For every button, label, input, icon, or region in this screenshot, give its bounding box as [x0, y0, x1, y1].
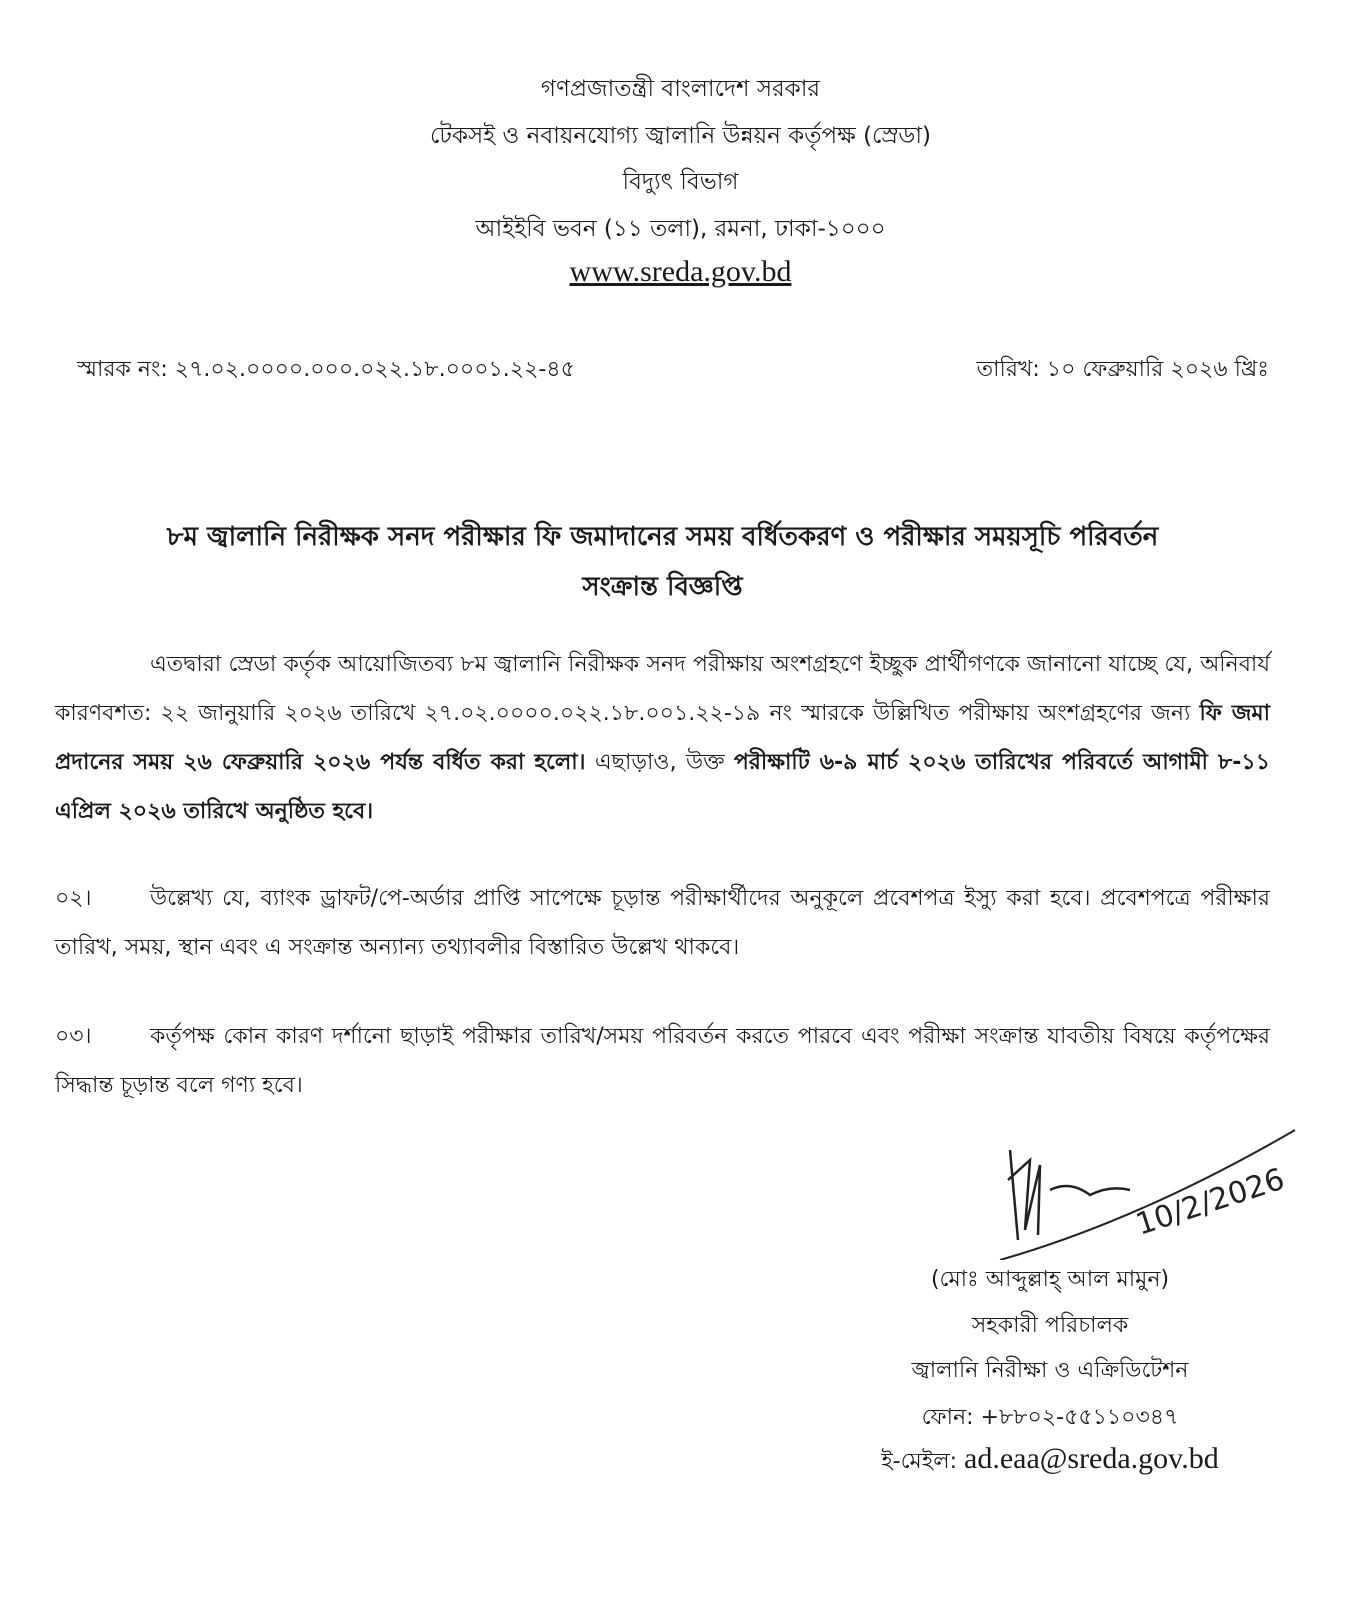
email-label: ই-মেইল: — [881, 1449, 964, 1474]
signature-date: 10/2/2026 — [1131, 1161, 1289, 1243]
p2-number: ০২। — [55, 886, 92, 911]
p3-text: কর্তৃপক্ষ কোন কারণ দর্শানো ছাড়াই পরীক্ষার তারিখ/সময় পরিবর্তন করতে পারবে এবং পরীক্ষা সংক্রান্ত যাবতীয় বিষয়ে কর্তৃপক্ষের সিদ্ধান্ত চূড়ান্ত বলে গণ্য হবে। — [55, 1024, 1270, 1098]
p3-number: ০৩। — [55, 1024, 92, 1049]
address: আইইবি ভবন (১১ তলা), রমনা, ঢাকা-১০০০ — [475, 216, 886, 242]
title-line-2: সংক্রান্ত বিজ্ঞপ্তি — [582, 572, 743, 602]
website-link[interactable]: www.sreda.gov.bd — [569, 255, 792, 288]
p1-text-2: এছাড়াও, উক্ত — [585, 750, 734, 775]
p1-text: এতদ্বারা স্রেডা কর্তৃক আয়োজিতব্য ৮ম জ্বালানি নিরীক্ষক সনদ পরীক্ষায় অংশগ্রহণে ইচ্ছুক প্রার্থীগণকে জানানো যাচ্ছে যে, অনিবার্য কারণবশত: ২২ জানুয়ারি ২০২৬ তারিখে ২৭.০২.০০০০.০২২.১৮.০০১.২২-১৯ নং স্মারকে উল্লিখিত পরীক্ষায় অংশগ্রহণের জন্য — [55, 652, 1270, 726]
signatory-email — [820, 1442, 1280, 1481]
division-name: বিদ্যুৎ বিভাগ — [622, 169, 739, 195]
p1-bold-fee-deadline: ফি জমা প্রদানের সময় ২৬ ফেব্রুয়ারি ২০২৬ পর্যন্ত বর্ধিত করা হলো। — [55, 701, 1270, 775]
government-name: গণপ্রজাতন্ত্রী বাংলাদেশ সরকার — [540, 76, 821, 102]
signatory-name: (মোঃ আব্দুল্লাহ্ আল মামুন) — [930, 1267, 1170, 1292]
notice-title — [55, 512, 1270, 612]
email-link[interactable]: ad.eaa@sreda.gov.bd — [964, 1442, 1219, 1475]
memo-reference: স্মারক নং: ২৭.০২.০০০০.০০০.০২২.১৮.০০০১.২২-৪৫ — [77, 357, 575, 382]
authority-name: টেকসই ও নবায়নযোগ্য জ্বালানি উন্নয়ন কর্তৃপক্ষ (স্রেডা) — [430, 123, 931, 149]
signatory-designation: সহকারী পরিচালক — [971, 1313, 1129, 1338]
signatory-department: জ্বালানি নিরীক্ষা ও এক্রিডিটেশন — [911, 1358, 1189, 1383]
handwritten-signature — [990, 1120, 1310, 1260]
title-line-1: ৮ম জ্বালানি নিরীক্ষক সনদ পরীক্ষার ফি জমাদানের সময় বর্ধিতকরণ ও পরীক্ষার সময়সূচি পরিবর্তন — [166, 522, 1159, 552]
p2-text: উল্লেখ্য যে, ব্যাংক ড্রাফট/পে-অর্ডার প্রাপ্তি সাপেক্ষে চূড়ান্ত পরীক্ষার্থীদের অনুকূলে প্রবেশপত্র ইস্যু করা হবে। প্রবেশপত্রে পরীক্ষার তারিখ, সময়, স্থান এবং এ সংক্রান্ত অন্যান্য তথ্যাবলীর বিস্তারিত উল্লেখ থাকবে। — [55, 886, 1270, 960]
memo-date: তারিখ: ১০ ফেব্রুয়ারি ২০২৬ খ্রিঃ — [976, 357, 1269, 382]
paragraph-3 — [55, 1012, 1270, 1110]
signatory-phone: ফোন: +৮৮০২-৫৫১১০৩৪৭ — [921, 1405, 1179, 1430]
paragraph-1 — [55, 640, 1270, 836]
p1-bold-exam-date: পরীক্ষাটি ৬-৯ মার্চ ২০২৬ তারিখের পরিবর্তে আগামী ৮-১১ এপ্রিল ২০২৬ তারিখে অনুষ্ঠিত হবে। — [55, 750, 1270, 824]
paragraph-2 — [55, 874, 1270, 972]
